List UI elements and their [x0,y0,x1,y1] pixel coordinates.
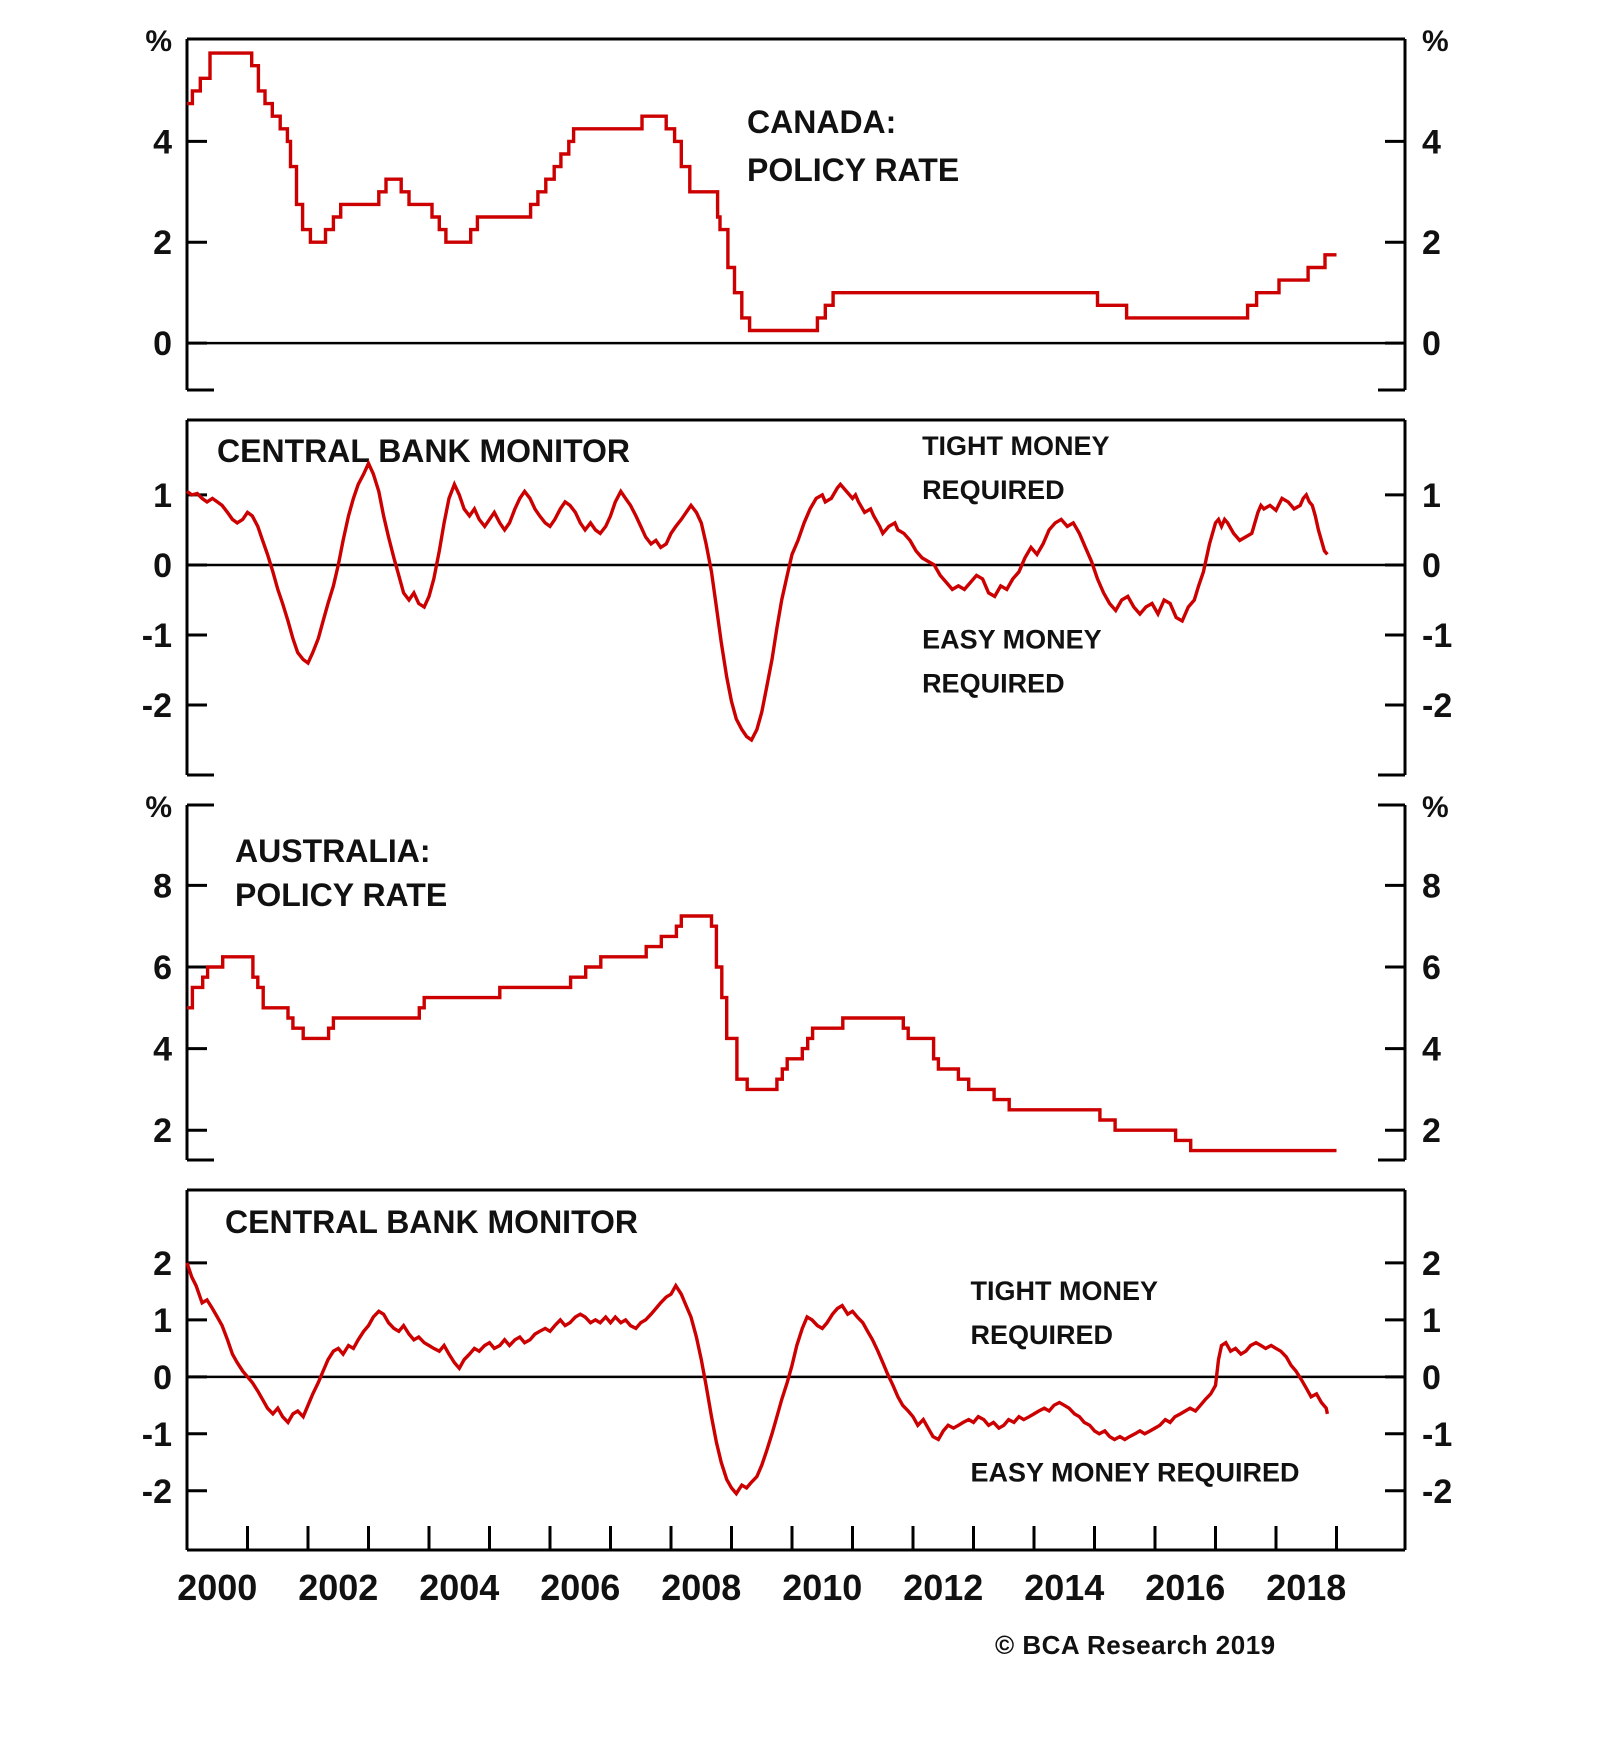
y-axis-unit-left: % [145,25,172,58]
y-tick-label-left: 0 [153,546,172,585]
y-tick-label-right: 2 [1422,224,1441,263]
x-axis [177,1526,1346,1608]
y-tick-label-right: 1 [1422,476,1441,515]
annotation-label: TIGHT MONEY [970,1275,1158,1306]
y-tick-label-left: 0 [153,1358,172,1397]
copyright-note: © BCA Research 2019 [995,1630,1276,1660]
x-tick-label: 2016 [1145,1567,1226,1608]
y-tick-label-right: 6 [1422,948,1441,987]
annotation-label: REQUIRED [922,668,1065,699]
panel-title: CENTRAL BANK MONITOR [225,1204,639,1240]
y-axis-unit-right: % [1422,25,1449,58]
series-australia-policy-rate [187,916,1337,1151]
y-tick-label-left: 6 [153,948,172,987]
y-tick-label-left: 4 [153,1030,172,1069]
x-tick-label: 2014 [1024,1567,1105,1608]
y-tick-label-right: 0 [1422,1358,1441,1397]
y-tick-label-left: 2 [153,224,172,263]
panel-title: CANADA: [747,104,897,140]
y-tick-label-left: -2 [141,686,172,725]
y-tick-label-right: 1 [1422,1301,1441,1340]
annotation-label: EASY MONEY REQUIRED [970,1457,1300,1488]
panel-title: CENTRAL BANK MONITOR [217,433,631,469]
panel-title: AUSTRALIA: [235,833,431,869]
y-tick-label-left: -1 [141,1415,172,1454]
y-tick-label-right: -2 [1422,686,1453,725]
y-tick-label-left: -2 [141,1472,172,1511]
annotation-label: EASY MONEY [922,624,1102,655]
y-tick-label-right: 4 [1422,1030,1441,1069]
y-tick-label-right: -1 [1422,1415,1453,1454]
series-canada-policy-rate [187,53,1337,330]
panel-canada-monitor [142,420,1452,775]
x-tick-label: 2008 [661,1567,742,1608]
y-tick-label-right: 0 [1422,325,1441,364]
x-tick-label: 2012 [903,1567,984,1608]
panel-title: POLICY RATE [747,152,960,188]
x-tick-label: 2010 [782,1567,863,1608]
panel-canada-policy-rate [145,25,1448,390]
annotation-label: REQUIRED [970,1319,1113,1350]
y-tick-label-left: 4 [153,123,172,162]
x-tick-label: 2006 [540,1567,621,1608]
y-tick-label-left: 1 [153,476,172,515]
y-tick-label-left: 2 [153,1112,172,1151]
y-tick-label-right: 0 [1422,546,1441,585]
y-tick-label-right: 2 [1422,1244,1441,1283]
y-tick-label-right: -2 [1422,1472,1453,1511]
y-axis-unit-right: % [1422,791,1449,824]
panel-title: POLICY RATE [235,877,448,913]
panel-australia-policy-rate [145,791,1448,1160]
x-tick-label: 2018 [1266,1567,1347,1608]
x-tick-label: 2004 [419,1567,500,1608]
y-tick-label-left: -1 [141,616,172,655]
y-tick-label-left: 2 [153,1244,172,1283]
y-tick-label-right: 2 [1422,1112,1441,1151]
x-tick-label: 2002 [298,1567,379,1608]
y-tick-label-right: -1 [1422,616,1453,655]
y-tick-label-left: 1 [153,1301,172,1340]
y-tick-label-right: 4 [1422,123,1441,162]
series-canada-monitor [187,463,1327,740]
y-axis-unit-left: % [145,791,172,824]
y-tick-label-left: 0 [153,325,172,364]
x-tick-label: 2000 [177,1567,258,1608]
y-tick-label-left: 8 [153,867,172,906]
annotation-label: TIGHT MONEY [922,431,1110,462]
annotation-label: REQUIRED [922,475,1065,506]
panel-australia-monitor [142,1190,1452,1550]
y-tick-label-right: 8 [1422,867,1441,906]
